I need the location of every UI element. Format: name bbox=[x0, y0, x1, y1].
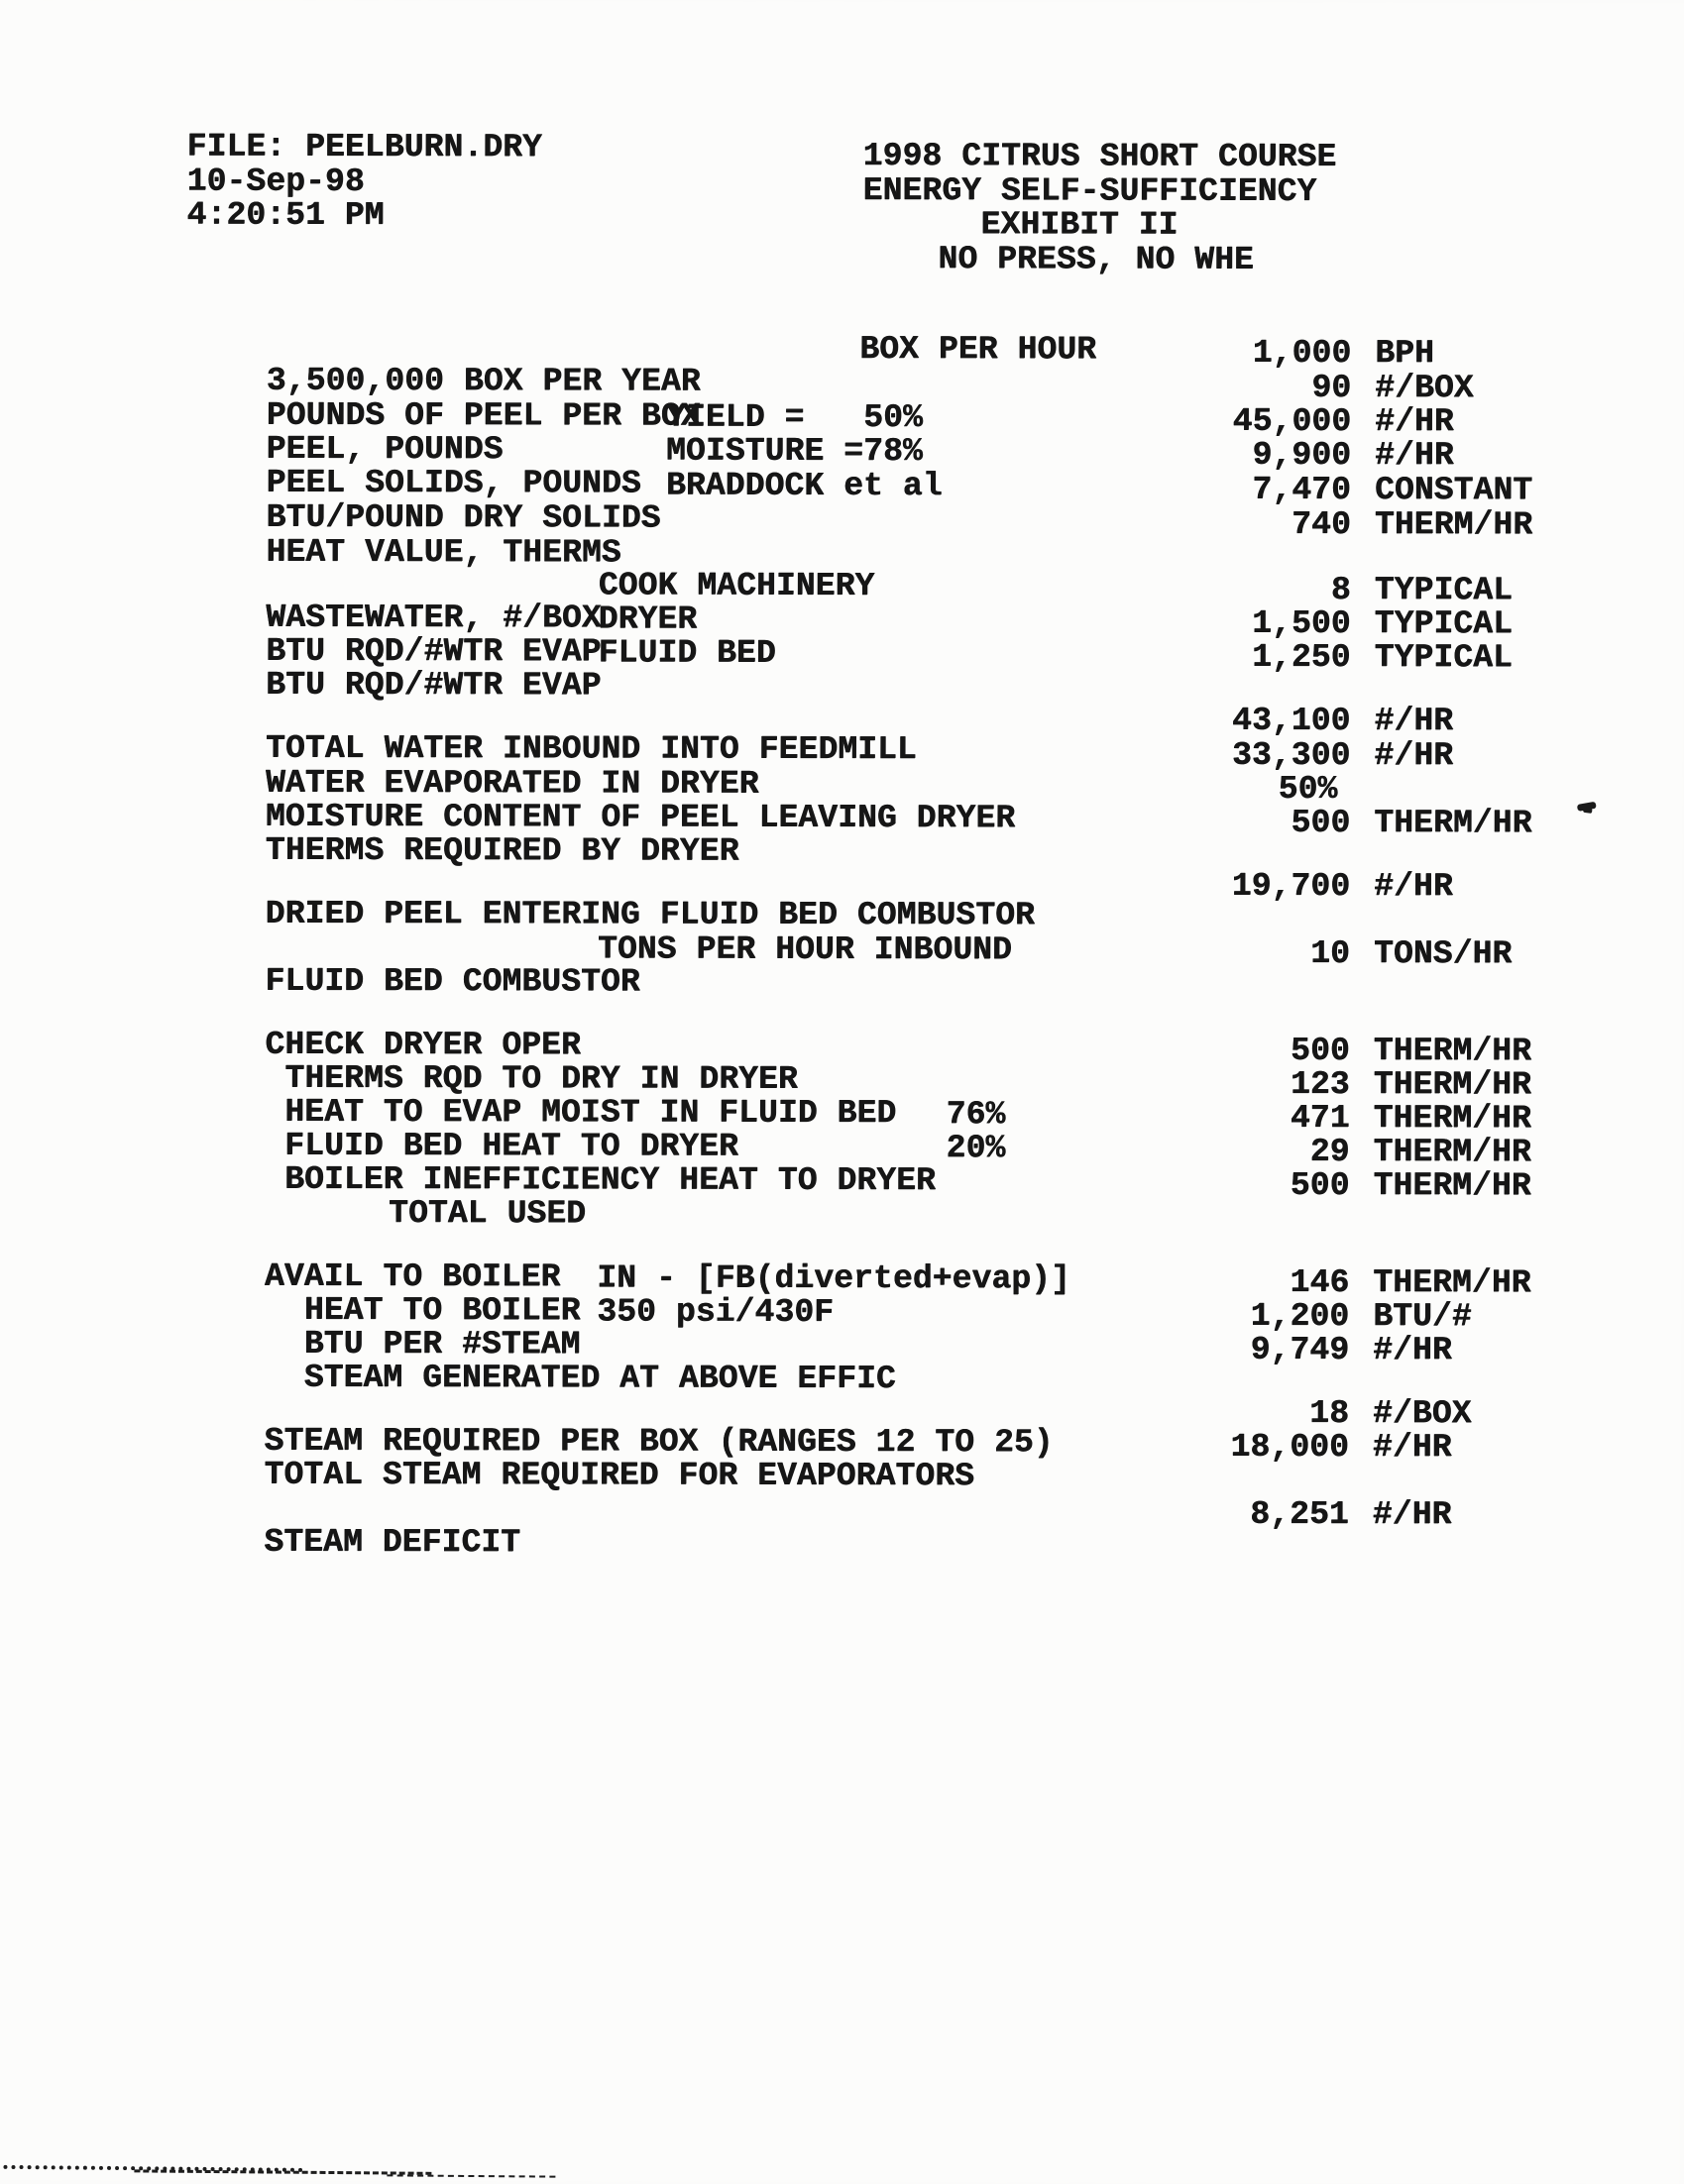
row-label: BTU PER #STEAM bbox=[303, 1325, 581, 1363]
row-note: FLUID BED bbox=[598, 634, 776, 672]
row-label: BOILER INEFFICIENCY HEAT TO DRYER bbox=[284, 1160, 936, 1199]
row-value: 500 bbox=[1291, 804, 1351, 841]
row-note: DRYER bbox=[598, 601, 698, 638]
row-label: BTU/POUND DRY SOLIDS bbox=[266, 498, 661, 537]
table-row bbox=[185, 1423, 1661, 1494]
row-unit: #/HR bbox=[1375, 402, 1454, 441]
row-value: 10 bbox=[1310, 934, 1351, 972]
total-row bbox=[185, 1161, 1661, 1232]
row-unit: THERM/HR bbox=[1373, 1166, 1531, 1205]
row-unit: #/HR bbox=[1374, 736, 1454, 775]
row-label: TOTAL STEAM REQUIRED FOR EVAPORATORS bbox=[264, 1456, 975, 1494]
row-label: HEAT TO EVAP MOIST IN FLUID BED bbox=[284, 1093, 897, 1132]
row-label: MOISTURE CONTENT OF PEEL LEAVING DRYER bbox=[265, 798, 1016, 836]
row-unit: THERM/HR bbox=[1374, 804, 1532, 842]
scan-edge-artifact bbox=[387, 2174, 555, 2177]
row-value: 740 bbox=[1291, 505, 1351, 543]
row-label: PEEL, POUNDS bbox=[266, 430, 504, 468]
row-value: 7,470 bbox=[1252, 471, 1352, 508]
row-label: FLUID BED COMBUSTOR bbox=[265, 962, 640, 1001]
row-label: PEEL SOLIDS, POUNDS bbox=[266, 464, 641, 502]
row-value: 8,251 bbox=[1250, 1495, 1349, 1533]
row-label: DRIED PEEL ENTERING FLUID BED COMBUSTOR bbox=[265, 895, 1035, 933]
file-date-line: 10-Sep-98 bbox=[186, 163, 365, 200]
row-value: 471 bbox=[1290, 1099, 1350, 1137]
doc-title-line-4: NO PRESS, NO WHE bbox=[938, 240, 1254, 278]
row-value: 33,300 bbox=[1231, 736, 1351, 774]
row-unit: THERM/HR bbox=[1373, 1099, 1531, 1138]
row-value: 8 bbox=[1330, 571, 1351, 608]
file-name-line: FILE: PEELBURN.DRY bbox=[186, 128, 542, 166]
row-value: 50% bbox=[1278, 770, 1338, 808]
row-value: 43,100 bbox=[1232, 702, 1351, 739]
row-value: 19,700 bbox=[1231, 867, 1351, 905]
row-note: TONS PER HOUR INBOUND bbox=[597, 930, 1013, 969]
table-row bbox=[185, 1326, 1661, 1397]
row-label: HEAT VALUE, THERMS bbox=[266, 533, 621, 572]
row-note: 350 psi/430F bbox=[597, 1293, 835, 1331]
row-value: 45,000 bbox=[1232, 402, 1352, 440]
row-label: STEAM GENERATED AT ABOVE EFFIC bbox=[303, 1359, 896, 1397]
row-unit: #/HR bbox=[1375, 436, 1454, 475]
row-value: 1,200 bbox=[1250, 1297, 1350, 1335]
row-label: TOTAL WATER INBOUND INTO FEEDMILL bbox=[266, 729, 917, 768]
row-unit: TYPICAL bbox=[1374, 571, 1514, 609]
row-value: 1,000 bbox=[1252, 334, 1352, 372]
row-note: 76% bbox=[946, 1096, 1006, 1134]
row-unit: TYPICAL bbox=[1374, 638, 1513, 677]
row-value: 500 bbox=[1291, 1032, 1350, 1069]
row-value: 18 bbox=[1309, 1394, 1350, 1432]
table-row bbox=[187, 500, 1663, 572]
row-note: BOX PER HOUR bbox=[859, 330, 1097, 369]
row-unit: THERM/HR bbox=[1373, 1065, 1531, 1104]
row-label: CHECK DRYER OPER bbox=[265, 1026, 581, 1063]
row-note: MOISTURE =78% bbox=[666, 432, 923, 470]
row-value: 146 bbox=[1290, 1263, 1350, 1301]
row-label: STEAM REQUIRED PER BOX (RANGES 12 TO 25) bbox=[264, 1422, 1054, 1461]
row-unit: #/BOX bbox=[1372, 1394, 1472, 1433]
table-row bbox=[185, 1490, 1661, 1561]
row-unit: TYPICAL bbox=[1374, 604, 1514, 643]
row-unit: THERM/HR bbox=[1373, 1032, 1532, 1070]
doc-title-line-2: ENERGY SELF-SUFFICIENCY bbox=[862, 171, 1317, 210]
row-label: HEAT TO BOILER bbox=[303, 1291, 581, 1329]
row-unit: #/HR bbox=[1373, 1331, 1452, 1369]
row-value: 29 bbox=[1309, 1133, 1350, 1170]
row-label: 3,500,000 BOX PER YEAR bbox=[266, 362, 701, 400]
row-value: 123 bbox=[1290, 1065, 1350, 1103]
row-label: WASTEWATER, #/BOX bbox=[266, 599, 602, 636]
row-unit: #/BOX bbox=[1375, 369, 1474, 407]
row-label: BTU RQD/#WTR EVAP bbox=[266, 666, 602, 704]
row-unit: THERM/HR bbox=[1373, 1133, 1531, 1171]
row-label: THERMS RQD TO DRY IN DRYER bbox=[284, 1059, 798, 1098]
doc-title-line-1: 1998 CITRUS SHORT COURSE bbox=[862, 137, 1337, 175]
table-row bbox=[187, 633, 1663, 704]
row-note: YIELD = 50% bbox=[666, 398, 923, 436]
row-unit: #/HR bbox=[1374, 867, 1453, 906]
table-row bbox=[186, 929, 1662, 1001]
row-value: 90 bbox=[1311, 369, 1352, 406]
row-note: 20% bbox=[946, 1130, 1006, 1167]
row-value: 1,500 bbox=[1252, 604, 1351, 642]
row-label: BTU RQD/#WTR EVAP bbox=[266, 632, 602, 670]
row-value: 500 bbox=[1290, 1166, 1350, 1204]
table-row bbox=[186, 862, 1662, 933]
row-unit: #/HR bbox=[1372, 1428, 1452, 1467]
row-label: AVAIL TO BOILER bbox=[264, 1257, 561, 1295]
table-row bbox=[186, 799, 1662, 870]
row-unit: BTU/# bbox=[1373, 1297, 1472, 1336]
row-unit: THERM/HR bbox=[1374, 505, 1533, 544]
ink-smudge-mark bbox=[1583, 808, 1593, 814]
row-label: FLUID BED HEAT TO DRYER bbox=[284, 1127, 739, 1165]
row-unit: BPH bbox=[1375, 334, 1435, 373]
row-note: COOK MACHINERY bbox=[598, 567, 875, 604]
file-time-line: 4:20:51 PM bbox=[186, 196, 385, 234]
row-note: BRADDOCK et al bbox=[665, 467, 943, 504]
row-note: IN - [FB(diverted+evap)] bbox=[597, 1259, 1071, 1298]
row-unit: #/HR bbox=[1372, 1495, 1452, 1534]
row-unit: CONSTANT bbox=[1374, 471, 1533, 509]
row-value: 9,900 bbox=[1252, 436, 1352, 474]
doc-title-line-3: EXHIBIT II bbox=[980, 206, 1179, 244]
row-label: STEAM DEFICIT bbox=[264, 1523, 521, 1561]
row-label: POUNDS OF PEEL PER BOX bbox=[266, 396, 701, 435]
row-label: TOTAL USED bbox=[389, 1194, 587, 1232]
row-label: THERMS REQUIRED BY DRYER bbox=[265, 831, 739, 870]
row-unit: THERM/HR bbox=[1373, 1263, 1531, 1302]
row-value: 9,749 bbox=[1250, 1331, 1350, 1368]
row-unit: TONS/HR bbox=[1373, 934, 1513, 973]
row-label: WATER EVAPORATED IN DRYER bbox=[265, 764, 759, 803]
row-value: 18,000 bbox=[1230, 1428, 1349, 1466]
row-value: 1,250 bbox=[1252, 638, 1351, 676]
row-unit: #/HR bbox=[1374, 702, 1454, 740]
